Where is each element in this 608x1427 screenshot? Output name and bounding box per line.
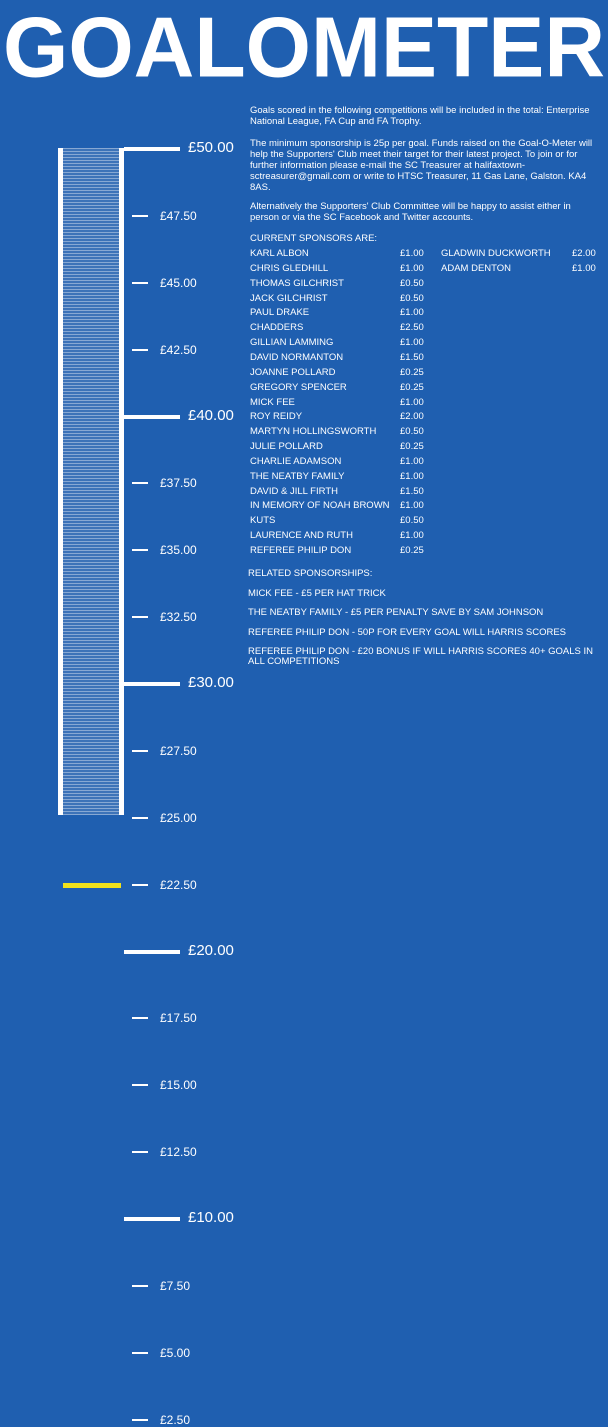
minor-tick bbox=[132, 1151, 148, 1153]
sponsor-amount: £0.50 bbox=[400, 277, 424, 289]
minor-tick bbox=[132, 482, 148, 484]
sponsor-name: THOMAS GILCHRIST bbox=[250, 277, 344, 289]
sponsor-amount: £0.50 bbox=[400, 515, 424, 527]
sponsor-amount: £0.50 bbox=[400, 426, 424, 438]
minor-tick-label: £22.50 bbox=[160, 877, 197, 892]
goal-o-meter-gauge bbox=[58, 148, 124, 815]
minor-tick-label: £25.00 bbox=[160, 810, 197, 825]
minor-tick-label: £15.00 bbox=[160, 1078, 197, 1093]
minor-tick-label: £12.50 bbox=[160, 1145, 197, 1160]
sponsor-amount: £2.00 bbox=[572, 248, 596, 259]
sponsor-name: CHARLIE ADAMSON bbox=[250, 455, 342, 467]
minor-tick bbox=[132, 349, 148, 351]
related-item: REFEREE PHILIP DON - 50P FOR EVERY GOAL WILL HARRIS SCORES bbox=[248, 627, 566, 638]
sponsor-amount: £0.25 bbox=[400, 441, 424, 453]
sponsor-amount: £1.00 bbox=[400, 470, 424, 482]
major-tick bbox=[124, 415, 180, 419]
sponsors-heading: CURRENT SPONSORS ARE: bbox=[250, 233, 378, 244]
sponsor-name: MICK FEE bbox=[250, 396, 295, 408]
sponsor-name: CHADDERS bbox=[250, 322, 304, 334]
minor-tick-label: £17.50 bbox=[160, 1011, 197, 1026]
minor-tick-label: £45.00 bbox=[160, 275, 197, 290]
sponsor-amount: £1.00 bbox=[400, 337, 424, 349]
competitions-note: Goals scored in the following competitions will be included in the total: Enterprise National League, FA Cup and FA Trophy. bbox=[250, 105, 590, 127]
gauge-right-wall bbox=[119, 148, 124, 815]
sponsor-amount: £1.00 bbox=[400, 248, 424, 259]
minor-tick bbox=[132, 817, 148, 819]
sponsor-name: JACK GILCHRIST bbox=[250, 292, 328, 304]
sponsor-amount: £1.00 bbox=[572, 262, 596, 274]
minor-tick bbox=[132, 549, 148, 551]
minor-tick-label: £42.50 bbox=[160, 342, 197, 357]
sponsor-amount: £1.00 bbox=[400, 396, 424, 408]
minor-tick bbox=[132, 1352, 148, 1354]
committee-note: Alternatively the Supporters' Club Committee will be happy to assist either in person or via the SC Facebook and Twitter accounts. bbox=[250, 201, 571, 223]
minor-tick bbox=[132, 1419, 148, 1421]
minor-tick-label: £5.00 bbox=[160, 1345, 191, 1360]
minor-tick-label: £7.50 bbox=[160, 1278, 191, 1293]
minor-tick bbox=[132, 1084, 148, 1086]
sponsor-name: GREGORY SPENCER bbox=[250, 381, 347, 393]
sponsor-amount: £1.50 bbox=[400, 485, 424, 497]
gauge-tube bbox=[63, 148, 119, 815]
sponsor-name: LAURENCE AND RUTH bbox=[250, 530, 353, 542]
sponsor-name: ADAM DENTON bbox=[441, 262, 512, 274]
sponsor-amount: £2.00 bbox=[400, 411, 424, 423]
minor-tick bbox=[132, 750, 148, 752]
sponsor-amount: £1.00 bbox=[400, 500, 424, 512]
major-tick-label: £50.00 bbox=[188, 139, 234, 156]
minor-tick-label: £32.50 bbox=[160, 610, 197, 625]
sponsor-amount: £2.50 bbox=[400, 322, 424, 334]
minor-tick-label: £35.00 bbox=[160, 543, 197, 558]
sponsor-name: KARL ALBON bbox=[250, 248, 309, 259]
major-tick bbox=[124, 147, 180, 151]
sponsor-name: GILLIAN LAMMING bbox=[250, 337, 334, 349]
sponsor-name: ROY REIDY bbox=[250, 411, 303, 423]
sponsor-amount: £1.00 bbox=[400, 530, 424, 542]
sponsor-amount: £1.00 bbox=[400, 262, 424, 274]
sponsor-amount: £0.25 bbox=[400, 545, 424, 556]
related-item: REFEREE PHILIP DON - £20 BONUS IF WILL HARRIS SCORES 40+ GOALS IN ALL COMPETITIONS bbox=[248, 646, 594, 667]
major-tick-label: £40.00 bbox=[188, 406, 234, 424]
minor-tick-label: £2.50 bbox=[160, 1412, 191, 1427]
related-item: MICK FEE - £5 PER HAT TRICK bbox=[248, 588, 386, 599]
sponsor-amount: £1.00 bbox=[400, 455, 424, 467]
minor-tick bbox=[132, 1017, 148, 1019]
sponsor-name: THE NEATBY FAMILY bbox=[250, 470, 345, 482]
related-heading: RELATED SPONSORSHIPS: bbox=[248, 568, 373, 579]
sponsor-name: KUTS bbox=[250, 515, 276, 527]
sponsor-name: REFEREE PHILIP DON bbox=[250, 545, 352, 556]
major-tick bbox=[124, 1217, 180, 1221]
minor-tick bbox=[132, 215, 148, 217]
current-level-marker bbox=[63, 883, 121, 888]
major-tick bbox=[124, 950, 180, 954]
major-tick-label: £30.00 bbox=[188, 674, 234, 691]
related-item: THE NEATBY FAMILY - £5 PER PENALTY SAVE BY SAM JOHNSON bbox=[248, 607, 544, 618]
sponsor-name: PAUL DRAKE bbox=[250, 307, 310, 319]
minor-tick-label: £47.50 bbox=[160, 208, 197, 223]
minor-tick bbox=[132, 1285, 148, 1287]
sponsor-name: IN MEMORY OF NOAH BROWN bbox=[250, 500, 390, 512]
minor-tick bbox=[132, 616, 148, 618]
sponsor-amount: £1.50 bbox=[400, 351, 424, 363]
minor-tick-label: £37.50 bbox=[160, 476, 197, 491]
sponsor-amount: £1.00 bbox=[400, 307, 424, 319]
sponsor-name: GLADWIN DUCKWORTH bbox=[441, 248, 551, 259]
sponsorship-info: The minimum sponsorship is 25p per goal. Funds raised on the Goal-O-Meter will help the Supporters' Club meet their target for their latest project. To join or for further information please e-mail the SC Treasurer at halifaxtown-sctreasurer@gmail.com or write to HTSC Treasurer, 11 Gas Lane, Galston. KA4 8AS. bbox=[250, 138, 593, 193]
sponsor-name: DAVID & JILL FIRTH bbox=[250, 485, 338, 497]
sponsor-name: DAVID NORMANTON bbox=[250, 351, 344, 363]
sponsor-name: JULIE POLLARD bbox=[250, 441, 323, 453]
minor-tick bbox=[132, 884, 148, 886]
sponsor-amount: £0.25 bbox=[400, 366, 424, 378]
sponsor-amount: £0.25 bbox=[400, 381, 424, 393]
sponsor-name: CHRIS GLEDHILL bbox=[250, 262, 329, 274]
sponsor-name: JOANNE POLLARD bbox=[250, 366, 336, 378]
major-tick-label: £10.00 bbox=[188, 1209, 234, 1226]
major-tick bbox=[124, 682, 180, 686]
major-tick-label: £20.00 bbox=[188, 941, 234, 959]
sponsor-name: MARTYN HOLLINGSWORTH bbox=[250, 426, 377, 438]
page-title: GOALOMETER bbox=[3, 0, 605, 95]
sponsor-amount: £0.50 bbox=[400, 292, 424, 304]
minor-tick bbox=[132, 282, 148, 284]
minor-tick-label: £27.50 bbox=[160, 743, 197, 758]
